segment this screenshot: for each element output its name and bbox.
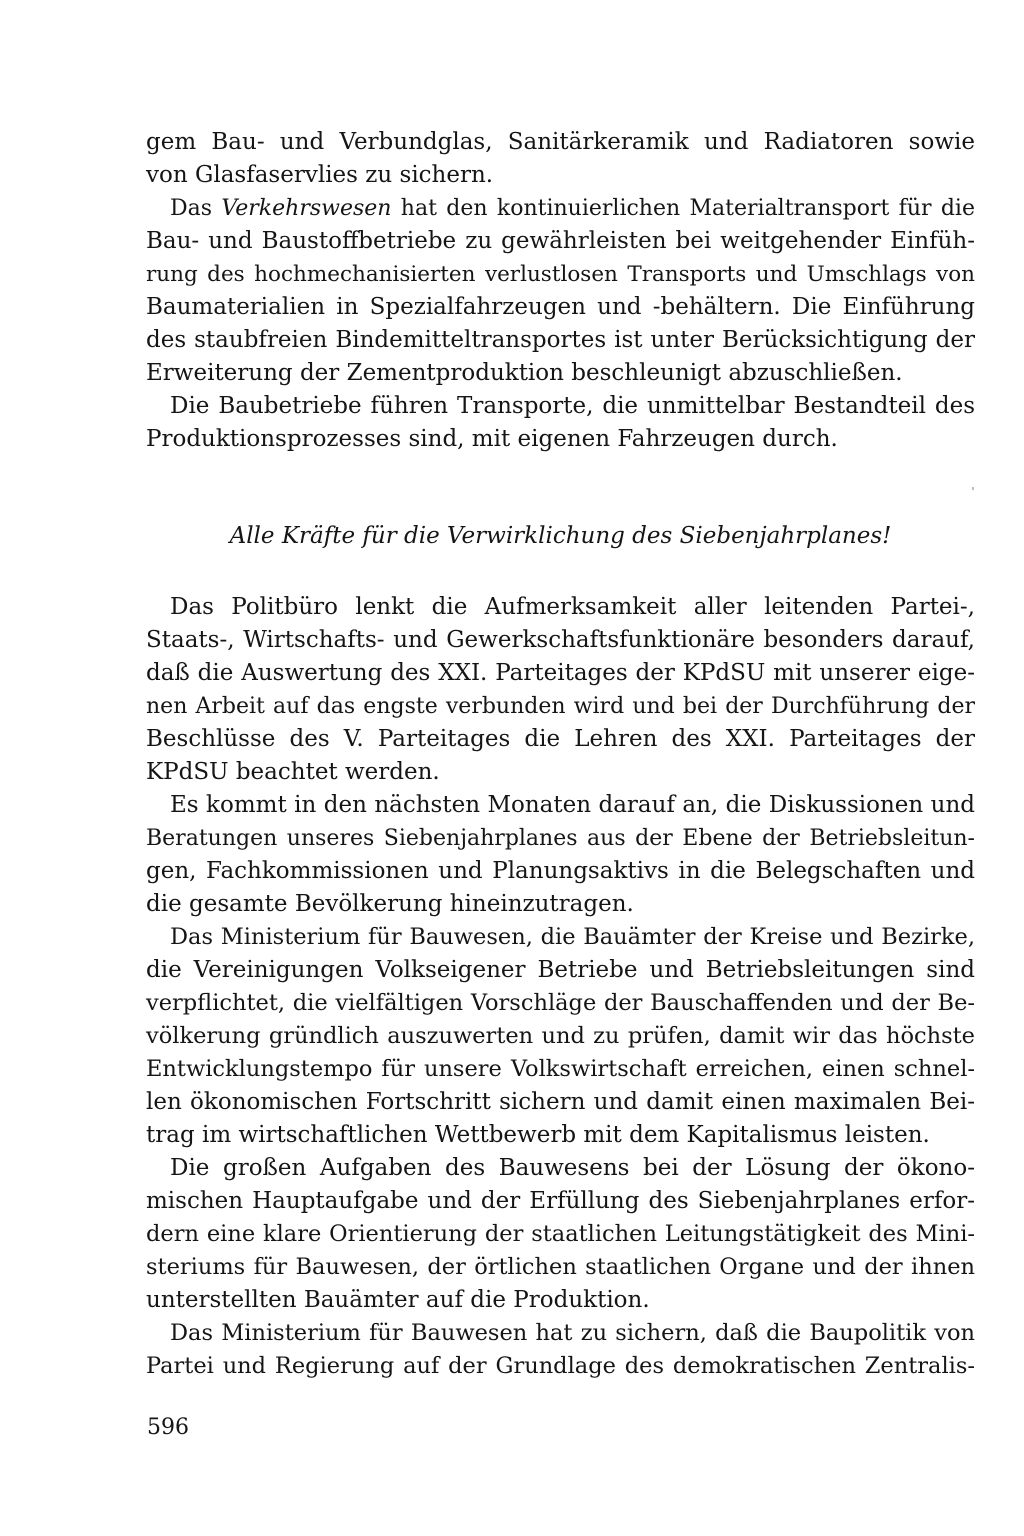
section-heading: Alle Kräfte für die Verwirklichung des Siebenjahrplanes!: [229, 523, 892, 549]
text-line-9: Die Baubetriebe führen Transporte, die unmittelbar Bestandteil des: [170, 393, 975, 419]
text-line-24: völkerung gründlich auszuwerten und zu prüfen, damit wir das höchste: [146, 1023, 975, 1049]
text-line-29: mischen Hauptaufgabe und der Erfüllung des Siebenjahrplanes erfor-: [146, 1188, 975, 1214]
text-line-32: unterstellten Bauämter auf die Produktion.: [146, 1287, 650, 1313]
text-line-18: Beratungen unseres Siebenjahrplanes aus der Ebene der Betriebsleitun-: [146, 826, 975, 851]
text-line-6: Baumaterialien in Spezialfahrzeugen und -behältern. Die Einführung: [146, 294, 975, 320]
text-line-12: Staats-, Wirtschafts- und Gewerkschaftsfunktionäre besonders darauf,: [146, 627, 975, 653]
text-line-27: trag im wirtschaftlichen Wettbewerb mit dem Kapitalismus leisten.: [146, 1122, 930, 1148]
text-line-22: die Vereinigungen Volkseigener Betriebe und Betriebsleitungen sind: [146, 957, 975, 983]
text-line-21: Das Ministerium für Bauwesen, die Bauämter der Kreise und Bezirke,: [170, 924, 975, 950]
text-line-34: Partei und Regierung auf der Grundlage des demokratischen Zentralis-: [146, 1353, 975, 1379]
text-line-17: Es kommt in den nächsten Monaten darauf an, die Diskussionen und: [170, 792, 975, 818]
text-line-25: Entwicklungstempo für unsere Volkswirtschaft erreichen, einen schnel-: [146, 1056, 975, 1082]
text-line-15: Beschlüsse des V. Parteitages die Lehren des XXI. Parteitages der: [146, 726, 975, 752]
text-line-7: des staubfreien Bindemitteltransportes ist unter Berücksichtigung der: [146, 327, 975, 353]
text-line-1: gem Bau- und Verbundglas, Sanitärkeramik und Radiatoren sowie: [146, 129, 975, 155]
text-line-8: Erweiterung der Zementproduktion beschleunigt abzuschließen.: [146, 360, 903, 386]
text-line-19: gen, Fachkommissionen und Planungsaktivs in die Belegschaften und: [146, 858, 975, 884]
text-line-11: Das Politbüro lenkt die Aufmerksamkeit aller leitenden Partei-,: [170, 594, 975, 620]
text-line-13: daß die Auswertung des XXI. Parteitages der KPdSU mit unserer eige-: [146, 660, 975, 686]
print-speck: [972, 487, 974, 490]
text-line-5: rung des hochmechanisierten verlustlosen Transports und Umschlags von: [146, 262, 975, 287]
text-line-2: von Glasfaservlies zu sichern.: [146, 162, 494, 188]
page-number: 596: [147, 1415, 189, 1440]
text-line-10: Produktionsprozesses sind, mit eigenen Fahrzeugen durch.: [146, 426, 838, 452]
text-line-30: dern eine klare Orientierung der staatlichen Leitungstätigkeit des Mini-: [146, 1221, 975, 1247]
text-line-20: die gesamte Bevölkerung hineinzutragen.: [146, 891, 634, 917]
text-line-26: len ökonomischen Fortschritt sichern und damit einen maximalen Bei-: [146, 1089, 975, 1115]
emphasized-term: Verkehrswesen: [221, 196, 392, 221]
text-line-33: Das Ministerium für Bauwesen hat zu sichern, daß die Baupolitik von: [170, 1320, 975, 1346]
text-line-23: verpflichtet, die vielfältigen Vorschläge der Bauschaffenden und der Be-: [146, 990, 975, 1016]
text-line-16: KPdSU beachtet werden.: [146, 759, 440, 785]
text-line-28: Die großen Aufgaben des Bauwesens bei der Lösung der ökono-: [170, 1155, 975, 1181]
text-line-31: steriums für Bauwesen, der örtlichen staatlichen Organe und der ihnen: [146, 1254, 975, 1280]
text-line-14: nen Arbeit auf das engste verbunden wird und bei der Durchführung der: [146, 694, 975, 719]
text-line-3: Das Verkehrswesen hat den kontinuierlichen Materialtransport für die: [170, 196, 975, 221]
text-line-4: Bau- und Baustoffbetriebe zu gewährleisten bei weitgehender Einfüh-: [146, 228, 975, 254]
